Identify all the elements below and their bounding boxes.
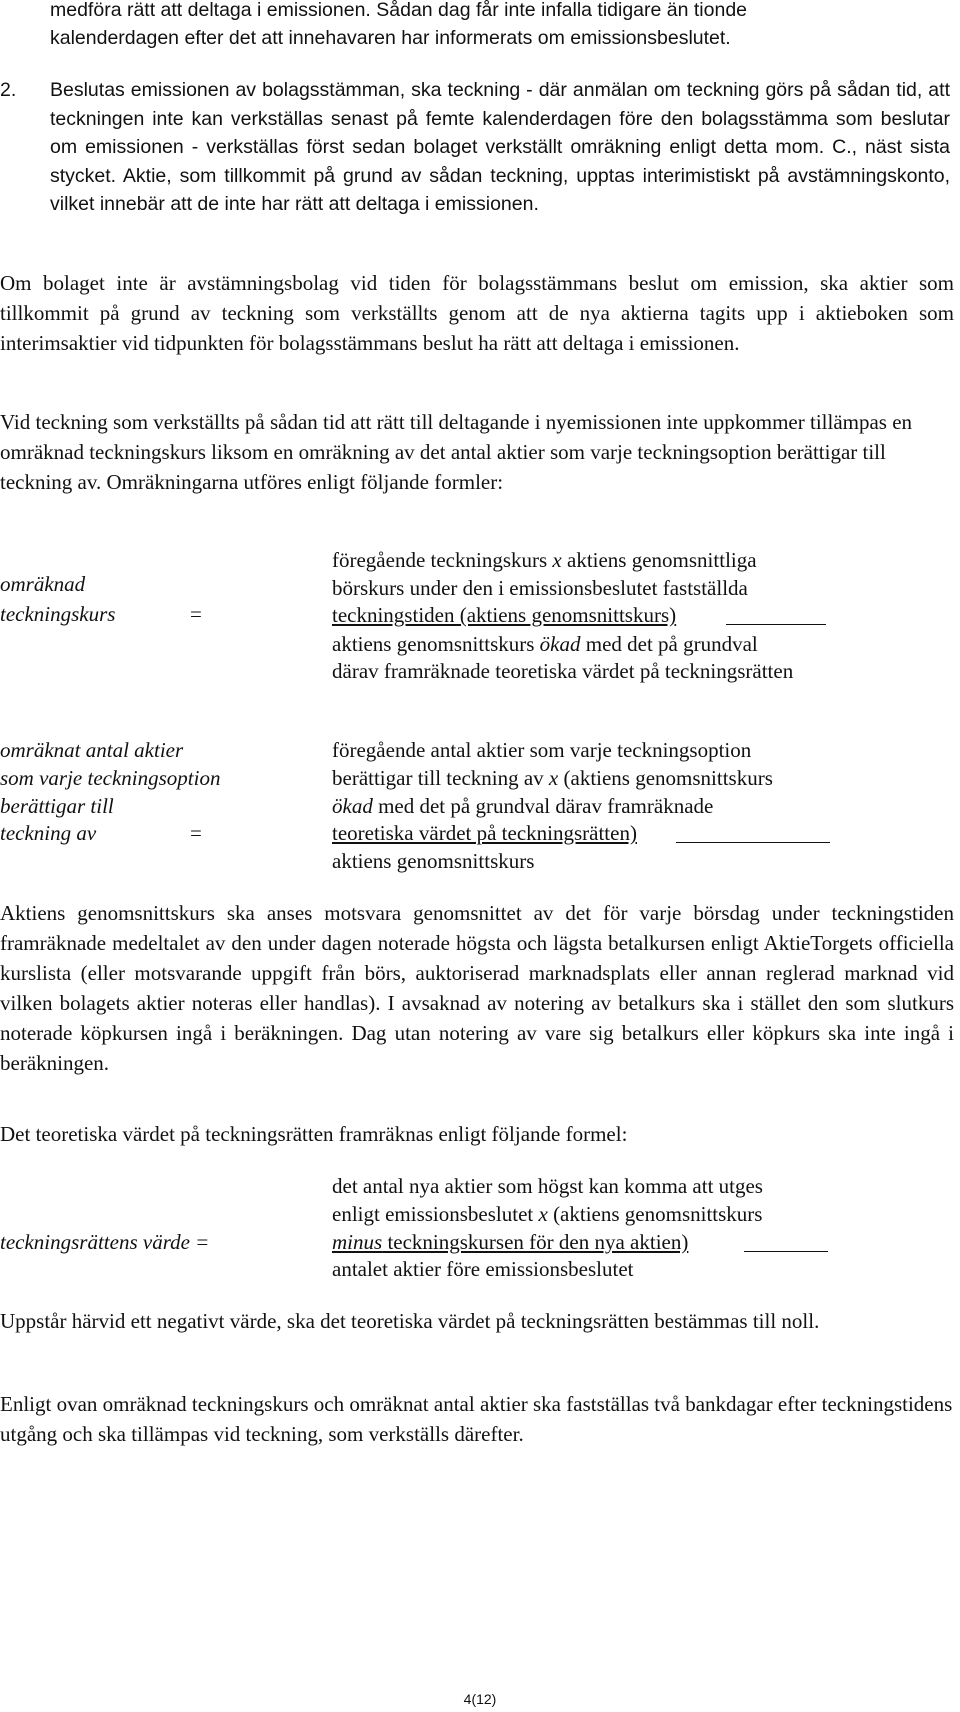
formula1-label-line2: teckningskurs xyxy=(0,602,116,626)
formula2-label-line2: som varje teckningsoption xyxy=(0,766,221,790)
formula2-numerator-line2: berättigar till teckning av x (aktiens genomsnittskurs xyxy=(332,766,773,790)
formula3-denominator-line1: antalet aktier före emissionsbeslutet xyxy=(332,1257,634,1281)
formula1-denominator-line1: aktiens genomsnittskurs ökad med det på grundval xyxy=(332,632,758,656)
formula2-label-line3: berättigar till xyxy=(0,794,114,818)
formula2-label-line1: omräknat antal aktier xyxy=(0,738,184,762)
formula2-numerator-line3: ökad med det på grundval därav framräknade xyxy=(332,794,714,818)
continued-line-1: medföra rätt att deltaga i emissionen. Sådan dag får inte infalla tidigare än tionde xyxy=(50,0,748,21)
formula2-numerator-line4: teoretiska värdet på teckningsrätten) xyxy=(332,821,637,845)
formula2-equals: = xyxy=(190,821,202,845)
formula1-numerator-line2: börskurs under den i emissionsbeslutet fastställda xyxy=(332,576,748,600)
formula3-numerator-line3: minus teckningskursen för den nya aktien) xyxy=(332,1230,689,1254)
page-number: 4(12) xyxy=(463,1691,497,1707)
list-number: 2. xyxy=(0,79,17,101)
formula2-denominator-line1: aktiens genomsnittskurs xyxy=(332,849,535,873)
formula1-numerator-line1: föregående teckningskurs x aktiens genomsnittliga xyxy=(332,548,757,572)
paragraph-genomsnittskurs: Aktiens genomsnittskurs ska anses motsvara genomsnittet av det för varje börsdag under teckningstiden framräknade medeltalet av den under dagen noterade högsta och lägsta betalkursen enligt AktieTorgets officiella kurslista (eller motsvarande uppgift från börs, auktoriserad marknadsplats eller annan reglerad marknad vid vilken bolagets aktier noteras eller handlas). I avsaknad av notering av betalkurs ska i stället den som slutkurs noterade köpkursen ingå i beräkningen. Dag utan notering av vare sig betalkurs eller köpkurs ska inte ingå i beräkningen. xyxy=(0,901,954,1075)
formula1-label-line1: omräknad xyxy=(0,572,86,596)
paragraph-negativt-varde: Uppstår härvid ett negativt värde, ska det teoretiska värdet på teckningsrätten bestämmas till noll. xyxy=(0,1309,820,1333)
paragraph-enligt-ovan: Enligt ovan omräknad teckningskurs och omräknat antal aktier ska fastställas två bankdagar efter teckningstidens utgång och ska tillämpas vid teckning, som verkställs därefter. xyxy=(0,1392,953,1446)
formula2-label-line4: teckning av xyxy=(0,821,97,845)
list-item-text: Beslutas emissionen av bolagsstämman, ska teckning - där anmälan om teckning görs på sådan tid, att teckningen inte kan verkställas senast på femte kalenderdagen före den bolagsstämma som beslutar om emissionen - verkställas först sedan bolaget verkställt omräkning enligt detta mom. C., näst sista stycket. Aktie, som tillkommit på grund av sådan teckning, upptas interimistiskt på avstämningskonto, vilket innebär att de inte har rätt att deltaga i emissionen. xyxy=(50,79,950,215)
formula1-denominator-line2: därav framräknade teoretiska värdet på teckningsrätten xyxy=(332,659,794,683)
formula2-numerator-line1: föregående antal aktier som varje teckningsoption xyxy=(332,738,752,762)
formula1-fraction-rule xyxy=(726,624,826,625)
formula2-fraction-rule xyxy=(676,842,830,843)
paragraph-avstamningsbolag: Om bolaget inte är avstämningsbolag vid tiden för bolagsstämmans beslut om emission, ska aktier som tillkommit på grund av teckning som verkställts genom att de nya aktierna tagits upp i aktieboken som interimsaktier vid tidpunkten för bolagsstämmans beslut ha rätt att deltaga i emissionen. xyxy=(0,271,954,355)
formula1-equals: = xyxy=(190,602,202,626)
formula3-fraction-rule xyxy=(744,1251,828,1252)
paragraph-vid-teckning: Vid teckning som verkställts på sådan tid att rätt till deltagande i nyemissionen inte uppkommer tillämpas en omräknad teckningskurs liksom en omräkning av det antal aktier som varje teckningsoption berättigar till teckning av. Omräkningarna utföres enligt följande formler: xyxy=(0,410,913,494)
paragraph-teoretiska-vardet: Det teoretiska värdet på teckningsrätten framräknas enligt följande formel: xyxy=(0,1122,628,1146)
formula3-label: teckningsrättens värde = xyxy=(0,1230,210,1254)
formula3-numerator-line1: det antal nya aktier som högst kan komma att utges xyxy=(332,1174,763,1198)
continued-line-2: kalenderdagen efter det att innehavaren har informerats om emissionsbeslutet. xyxy=(50,27,731,49)
formula3-numerator-line2: enligt emissionsbeslutet x (aktiens genomsnittskurs xyxy=(332,1202,763,1226)
list-item-2 xyxy=(0,76,954,246)
formula1-numerator-line3: teckningstiden (aktiens genomsnittskurs) xyxy=(332,603,677,627)
